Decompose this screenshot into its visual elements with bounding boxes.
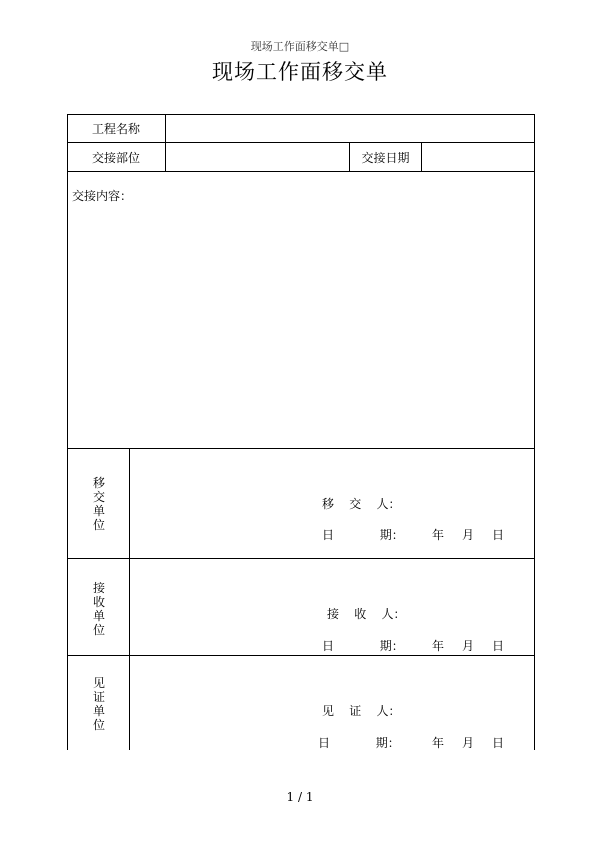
page-header-glyph: □ [338,40,350,53]
project-name-label: 工程名称 [91,122,140,136]
receive-unit-label: 接 收 单 位 [92,581,105,637]
receive-person-label: 接 收 人： [327,607,406,621]
project-name-field[interactable] [166,115,534,142]
table-rule [67,171,535,172]
receive-day-label: 日 [492,639,505,653]
witness-month-label: 月 [462,736,475,750]
transfer-unit-label: 移 交 单 位 [92,476,105,532]
witness-year-label: 年 [432,736,445,750]
receive-date-label: 日 期： [322,639,404,653]
witness-day-label: 日 [492,736,505,750]
handover-date-label: 交接日期 [361,150,410,165]
page-title: 现场工作面移交单 [212,60,388,84]
handover-content-area[interactable] [68,205,534,447]
table-rule [67,558,535,559]
page-number: 1 / 1 [286,790,314,804]
table-rule [67,655,535,656]
handover-content-label: 交接内容： [72,189,133,203]
table-rule [67,448,535,449]
transfer-month-label: 月 [462,528,475,542]
receive-year-label: 年 [432,639,445,653]
transfer-day-label: 日 [492,528,505,542]
witness-date-label: 日 期： [318,736,400,750]
witness-unit-label: 见 证 单 位 [92,676,105,732]
transfer-date-label: 日 期： [322,528,404,542]
page-header-text: 现场工作面移交单 [250,40,339,53]
transfer-year-label: 年 [432,528,445,542]
handover-part-field[interactable] [166,143,349,171]
receive-month-label: 月 [462,639,475,653]
witness-person-label: 见 证 人： [322,704,401,718]
transfer-person-label: 移 交 人： [322,497,401,511]
table-border-right [534,114,535,750]
handover-date-field[interactable] [422,143,534,171]
handover-part-label: 交接部位 [91,150,140,165]
